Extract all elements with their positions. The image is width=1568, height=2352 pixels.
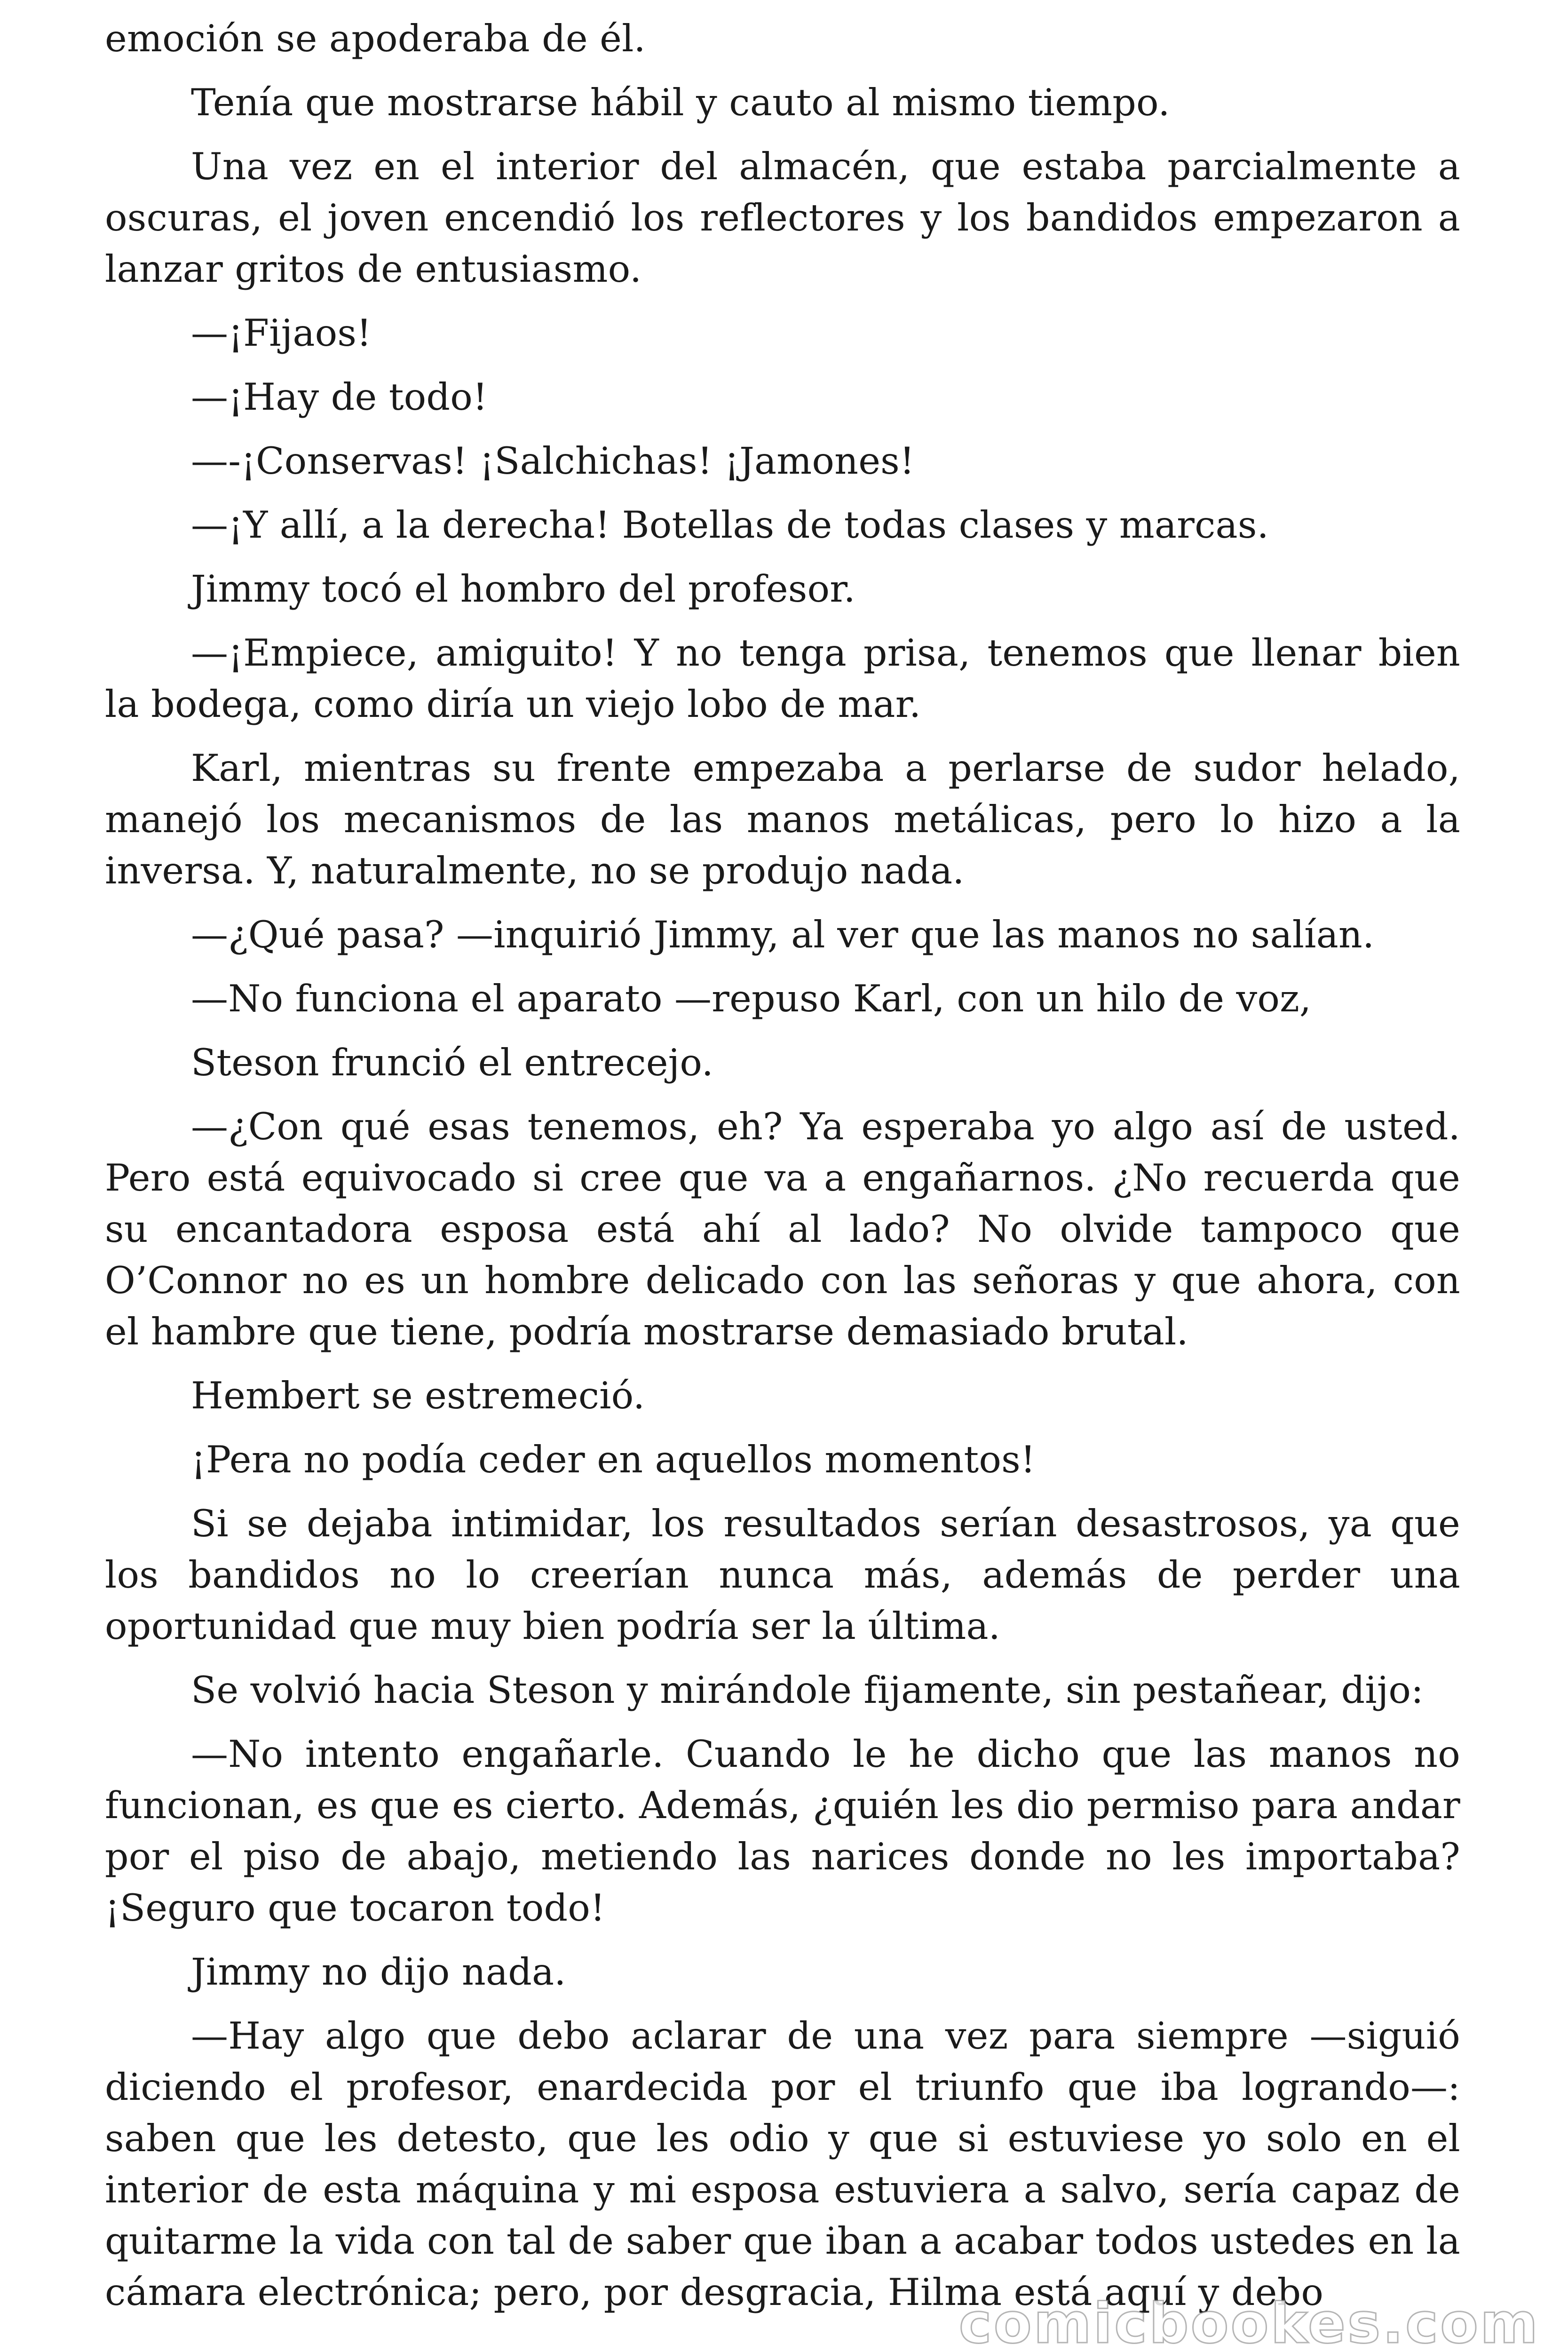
page-text xyxy=(105,13,1460,2331)
paragraph: —¡Empiece, amiguito! Y no tenga prisa, tenemos que llenar bien la bodega, como diría un viejo lobo de mar. xyxy=(105,631,1460,726)
paragraph: Se volvió hacia Steson y mirándole fijamente, sin pestañear, dijo: xyxy=(191,1669,1424,1712)
paragraph: Si se dejaba intimidar, los resultados serían desastrosos, ya que los bandidos no lo creerían nunca más, además de perder una oportunidad que muy bien podría ser la última. xyxy=(105,1502,1460,1648)
paragraph: ¡Pera no podía ceder en aquellos momentos! xyxy=(191,1438,1036,1481)
paragraph: —¡Fijaos! xyxy=(191,311,372,355)
paragraph: —¡Hay de todo! xyxy=(191,375,488,419)
paragraph: Hembert se estremeció. xyxy=(191,1374,645,1417)
paragraph: Steson frunció el entrecejo. xyxy=(191,1041,714,1084)
paragraph: Tenía que mostrarse hábil y cauto al mismo tiempo. xyxy=(191,81,1170,124)
paragraph: —-¡Conservas! ¡Salchichas! ¡Jamones! xyxy=(191,439,915,483)
paragraph: Jimmy tocó el hombro del profesor. xyxy=(191,567,855,611)
paragraph: emoción se apoderaba de él. xyxy=(105,17,646,60)
watermark-logo: comicbookes.com xyxy=(958,2291,1540,2352)
paragraph: Jimmy no dijo nada. xyxy=(191,1950,566,1994)
paragraph: —¡Y allí, a la derecha! Botellas de todas clases y marcas. xyxy=(191,503,1269,547)
paragraph: —No funciona el aparato —repuso Karl, con un hilo de voz, xyxy=(191,977,1312,1020)
paragraph: —¿Con qué esas tenemos, eh? Ya esperaba yo algo así de usted. Pero está equivocado si cree que va a engañarnos. ¿No recuerda que su encantadora esposa está ahí al lado? No olvide tampoco que O’Connor no es un hombre delicado con las señoras y que ahora, con el hambre que tiene, podría mostrarse demasiado brutal. xyxy=(105,1105,1460,1353)
paragraph: —Hay algo que debo aclarar de una vez para siempre —siguió diciendo el profesor, enardecida por el triunfo que iba logrando—: saben que les detesto, que les odio y que si estuviese yo solo en el interior de esta máquina y mi esposa estuviera a salvo, sería capaz de quitarme la vida con tal de saber que iban a acabar todos ustedes en la cámara electrónica; pero, por desgracia, Hilma está aquí y debo xyxy=(105,2014,1460,2314)
paragraph: —¿Qué pasa? —inquirió Jimmy, al ver que las manos no salían. xyxy=(191,913,1375,956)
paragraph: Una vez en el interior del almacén, que estaba parcialmente a oscuras, el joven encendió los reflectores y los bandidos empezaron a lanzar gritos de entusiasmo. xyxy=(105,145,1460,291)
paragraph: Karl, mientras su frente empezaba a perlarse de sudor helado, manejó los mecanismos de las manos metálicas, pero lo hizo a la inversa. Y, naturalmente, no se produjo nada. xyxy=(105,747,1460,892)
paragraph: —No intento engañarle. Cuando le he dicho que las manos no funcionan, es que es cierto. Además, ¿quién les dio permiso para andar por el piso de abajo, metiendo las narices donde no les importaba? ¡Seguro que tocaron todo! xyxy=(105,1732,1460,1930)
